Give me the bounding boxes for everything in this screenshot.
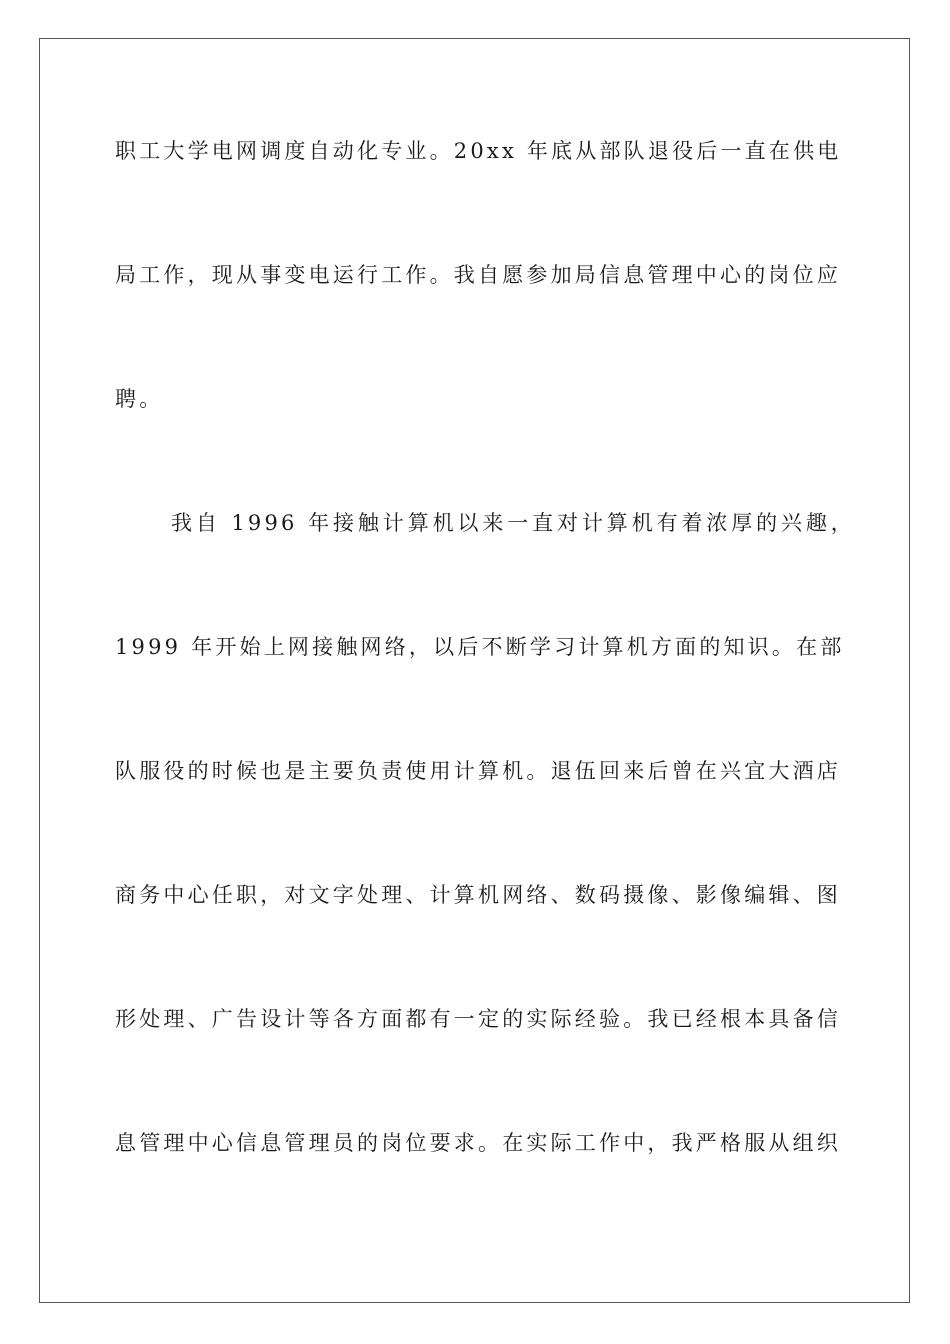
text-line: 商务中心任职，对文字处理、计算机网络、数码摄像、影像编辑、图 xyxy=(115,883,841,907)
text-line: 息管理中心信息管理员的岗位要求。在实际工作中，我严格服从组织 xyxy=(115,1131,841,1155)
text-line: 职工大学电网调度自动化专业。20xx 年底从部队退役后一直在供电 xyxy=(115,139,842,163)
text-line: 1999 年开始上网接触网络，以后不断学习计算机方面的知识。在部 xyxy=(115,635,845,659)
text-line: 形处理、广告设计等各方面都有一定的实际经验。我已经根本具备信 xyxy=(115,1007,841,1031)
text-line: 队服役的时候也是主要负责使用计算机。退伍回来后曾在兴宜大酒店 xyxy=(115,759,841,783)
text-line: 聘。 xyxy=(115,387,164,411)
page-frame xyxy=(39,38,910,1303)
text-line: 我自 1996 年接触计算机以来一直对计算机有着浓厚的兴趣， xyxy=(171,511,855,535)
text-line: 局工作，现从事变电运行工作。我自愿参加局信息管理中心的岗位应 xyxy=(115,263,841,287)
